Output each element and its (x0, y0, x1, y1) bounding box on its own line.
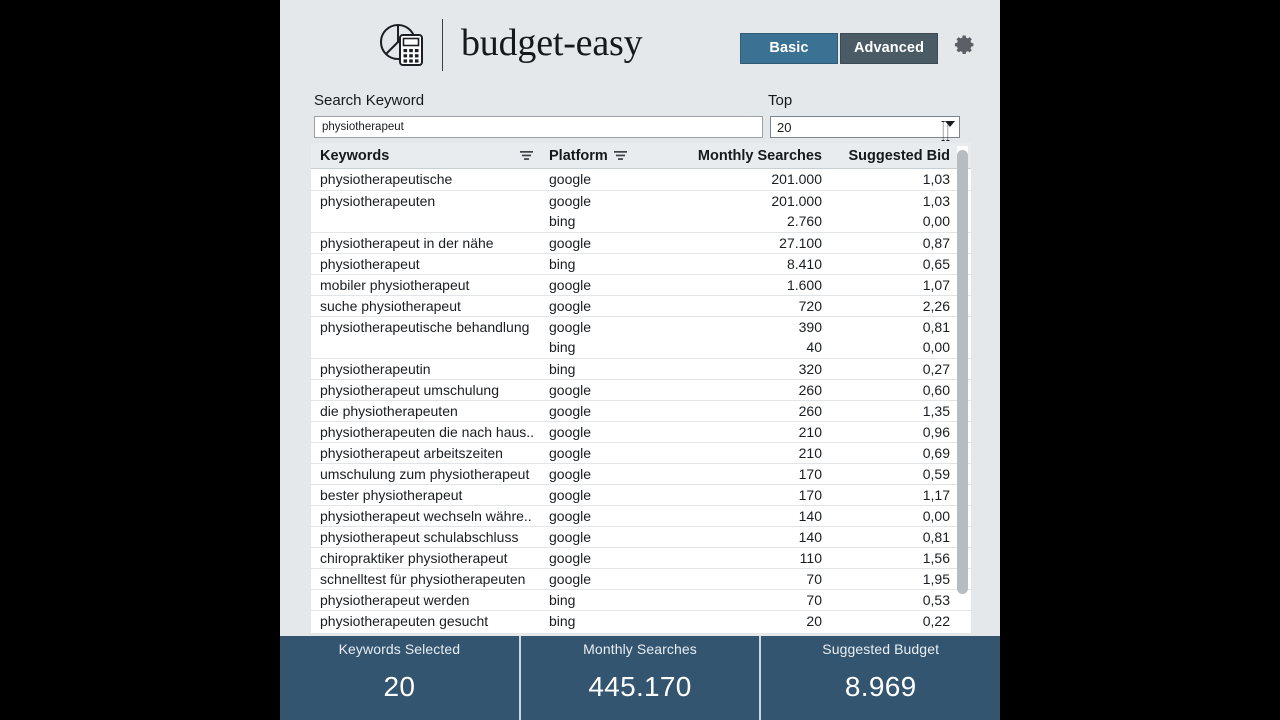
cell-monthly-searches: 2.760 (786, 213, 822, 229)
table-row[interactable] (311, 358, 971, 379)
cell-monthly-searches: 8.410 (786, 255, 822, 272)
cell-suggested-bid: 0,22 (922, 612, 950, 629)
table-row[interactable] (311, 253, 971, 274)
cell-platform: google (549, 402, 592, 419)
cell-suggested-bid: 1,03 (922, 192, 950, 209)
cell-monthly-searches: 170 (798, 465, 822, 482)
cell-monthly-searches: 260 (798, 402, 822, 419)
summary-bar (280, 636, 1000, 720)
tab-advanced[interactable]: Advanced (840, 33, 938, 64)
table-row[interactable] (311, 610, 971, 631)
brand-divider (442, 19, 443, 71)
search-input[interactable] (314, 116, 763, 138)
top-dropdown-value: 20 (777, 120, 792, 135)
table-row[interactable] (311, 211, 971, 232)
cell-monthly-searches: 140 (798, 528, 822, 545)
brand (374, 14, 642, 76)
column-header-keywords-label: Keywords (320, 147, 390, 164)
column-header-platform-label: Platform (549, 147, 608, 164)
summary-value: 445.170 (588, 671, 692, 702)
cell-keyword: suche physiotherapeut (320, 297, 461, 314)
cell-keyword: physiotherapeut umschulung (320, 381, 500, 398)
cell-platform: google (549, 549, 592, 566)
cell-platform: google (549, 192, 592, 209)
table-row[interactable] (311, 295, 971, 316)
column-header-platform[interactable] (543, 143, 668, 168)
tab-basic[interactable]: Basic (740, 33, 838, 64)
cell-suggested-bid: 0,59 (922, 465, 950, 482)
column-header-keywords[interactable] (311, 143, 543, 168)
table-row[interactable] (311, 484, 971, 505)
cell-monthly-searches: 27.100 (779, 234, 822, 251)
table-row[interactable] (311, 274, 971, 295)
cell-keyword: schnelltest für physiotherapeuten (320, 570, 526, 587)
cell-suggested-bid: 0,81 (922, 528, 950, 545)
cell-platform: google (549, 528, 592, 545)
cell-suggested-bid: 1,56 (922, 549, 950, 566)
brand-name: budget-easy (461, 22, 643, 64)
cell-keyword: physiotherapeut werden (320, 591, 470, 608)
cell-suggested-bid: 0,27 (922, 360, 950, 377)
cell-keyword: physiotherapeuten (320, 192, 436, 209)
cell-monthly-searches: 170 (798, 486, 822, 503)
sort-icon[interactable] (520, 150, 533, 161)
keywords-table (311, 143, 971, 632)
cell-monthly-searches: 20 (806, 612, 822, 629)
cell-suggested-bid: 0,65 (922, 255, 950, 272)
cell-suggested-bid: 1,35 (922, 402, 950, 419)
table-row[interactable] (311, 442, 971, 463)
table-row[interactable] (311, 316, 971, 337)
cell-keyword: chiropraktiker physiotherapeut (320, 549, 508, 566)
summary-cell (280, 636, 519, 720)
cell-suggested-bid: 2,26 (922, 297, 950, 314)
cell-suggested-bid: 1,17 (922, 486, 950, 503)
application-window (280, 0, 1000, 720)
summary-cell (519, 636, 760, 720)
summary-cell (759, 636, 1000, 720)
cell-keyword: physiotherapeuten gesucht (320, 612, 489, 629)
cell-keyword: physiotherapeutische (320, 171, 453, 187)
cell-platform: bing (549, 360, 576, 377)
column-header-suggested-bid[interactable]: Suggested Bid (848, 147, 950, 164)
cell-platform: google (549, 381, 592, 398)
cell-suggested-bid: 1,03 (922, 171, 950, 187)
summary-value: 8.969 (844, 671, 917, 702)
cell-suggested-bid: 0,00 (922, 507, 950, 524)
summary-value: 20 (383, 671, 416, 702)
pie-chart-calculator-icon (374, 17, 430, 73)
column-header-monthly-searches[interactable]: Monthly Searches (697, 147, 822, 164)
cell-keyword: physiotherapeutische behandlung (320, 318, 530, 335)
cell-keyword: mobiler physiotherapeut (320, 276, 470, 293)
cell-suggested-bid: 0,87 (922, 234, 950, 251)
cell-monthly-searches: 201.000 (771, 171, 822, 187)
table-row[interactable] (311, 526, 971, 547)
sort-icon[interactable] (614, 150, 627, 161)
cell-keyword: physiotherapeut arbeitszeiten (320, 444, 503, 461)
cell-monthly-searches: 40 (806, 339, 822, 355)
summary-label: Keywords Selected (338, 641, 461, 657)
table-row[interactable] (311, 589, 971, 610)
table-row[interactable] (311, 463, 971, 484)
cell-monthly-searches: 260 (798, 381, 822, 398)
cell-suggested-bid: 0,60 (922, 381, 950, 398)
search-controls (280, 90, 1000, 148)
table-row[interactable] (311, 505, 971, 526)
cell-platform: google (549, 507, 592, 524)
table-row[interactable] (311, 232, 971, 253)
cell-platform: google (549, 318, 592, 335)
table-row[interactable] (311, 568, 971, 589)
cell-monthly-searches: 70 (806, 570, 822, 587)
cell-keyword: physiotherapeut wechseln währe.. (320, 507, 532, 524)
cell-suggested-bid: 0,53 (922, 591, 950, 608)
cell-platform: bing (549, 591, 576, 608)
cell-platform: bing (549, 255, 576, 272)
cell-suggested-bid: 0,69 (922, 444, 950, 461)
cell-platform: google (549, 486, 592, 503)
cell-platform: bing (549, 339, 576, 355)
cell-monthly-searches: 320 (798, 360, 822, 377)
cell-monthly-searches: 1.600 (786, 276, 822, 293)
table-row[interactable] (311, 421, 971, 442)
mode-switch (740, 33, 938, 64)
top-label: Top (768, 92, 793, 109)
cell-keyword (311, 211, 543, 232)
text-cursor (941, 120, 950, 142)
cell-platform: google (549, 297, 592, 314)
table-row[interactable] (311, 169, 971, 190)
top-dropdown[interactable] (770, 116, 960, 138)
cell-monthly-searches: 201.000 (771, 192, 822, 209)
gear-icon[interactable] (951, 32, 977, 58)
cell-monthly-searches: 110 (799, 549, 822, 566)
cell-platform: google (549, 234, 592, 251)
cell-suggested-bid: 0,81 (922, 318, 950, 335)
cell-keyword: physiotherapeut schulabschluss (320, 528, 519, 545)
app-header (280, 0, 1000, 90)
table-row[interactable] (311, 337, 971, 358)
cell-keyword: die physiotherapeuten (320, 402, 458, 419)
cell-platform: google (549, 423, 592, 440)
cell-keyword: bester physiotherapeut (320, 486, 463, 503)
cell-keyword: physiotherapeutin (320, 360, 431, 377)
cell-monthly-searches: 140 (798, 507, 822, 524)
cell-platform: google (549, 171, 592, 187)
cell-keyword: physiotherapeut in der nähe (320, 234, 494, 251)
table-header-row (311, 143, 971, 169)
table-scrollbar[interactable] (957, 146, 968, 604)
table-row[interactable] (311, 379, 971, 400)
cell-platform: bing (549, 213, 576, 229)
table-body (311, 169, 971, 633)
cell-platform: google (549, 444, 592, 461)
cell-suggested-bid: 0,00 (922, 213, 950, 229)
cell-platform: bing (549, 612, 576, 629)
cell-suggested-bid: 0,00 (922, 339, 950, 355)
cell-suggested-bid: 0,96 (922, 423, 950, 440)
cell-suggested-bid: 1,07 (922, 276, 950, 293)
cell-platform: google (549, 465, 592, 482)
cell-monthly-searches: 210 (798, 423, 822, 440)
cell-monthly-searches: 720 (798, 297, 822, 314)
cell-keyword: umschulung zum physiotherapeut (320, 465, 530, 482)
cell-keyword (311, 337, 543, 358)
summary-label: Suggested Budget (822, 641, 940, 657)
cell-platform: google (549, 570, 592, 587)
cell-suggested-bid: 1,95 (922, 570, 950, 587)
cell-keyword: physiotherapeuten die nach haus.. (320, 423, 535, 440)
cell-monthly-searches: 210 (798, 444, 822, 461)
cell-platform: google (549, 276, 592, 293)
cell-keyword: physiotherapeut (320, 255, 420, 272)
table-row[interactable] (311, 547, 971, 568)
cell-monthly-searches: 70 (806, 591, 822, 608)
cell-monthly-searches: 390 (798, 318, 822, 335)
scrollbar-thumb[interactable] (957, 150, 968, 594)
table-row[interactable] (311, 400, 971, 421)
search-keyword-label: Search Keyword (314, 92, 425, 109)
summary-label: Monthly Searches (583, 641, 697, 657)
table-row[interactable] (311, 190, 971, 211)
